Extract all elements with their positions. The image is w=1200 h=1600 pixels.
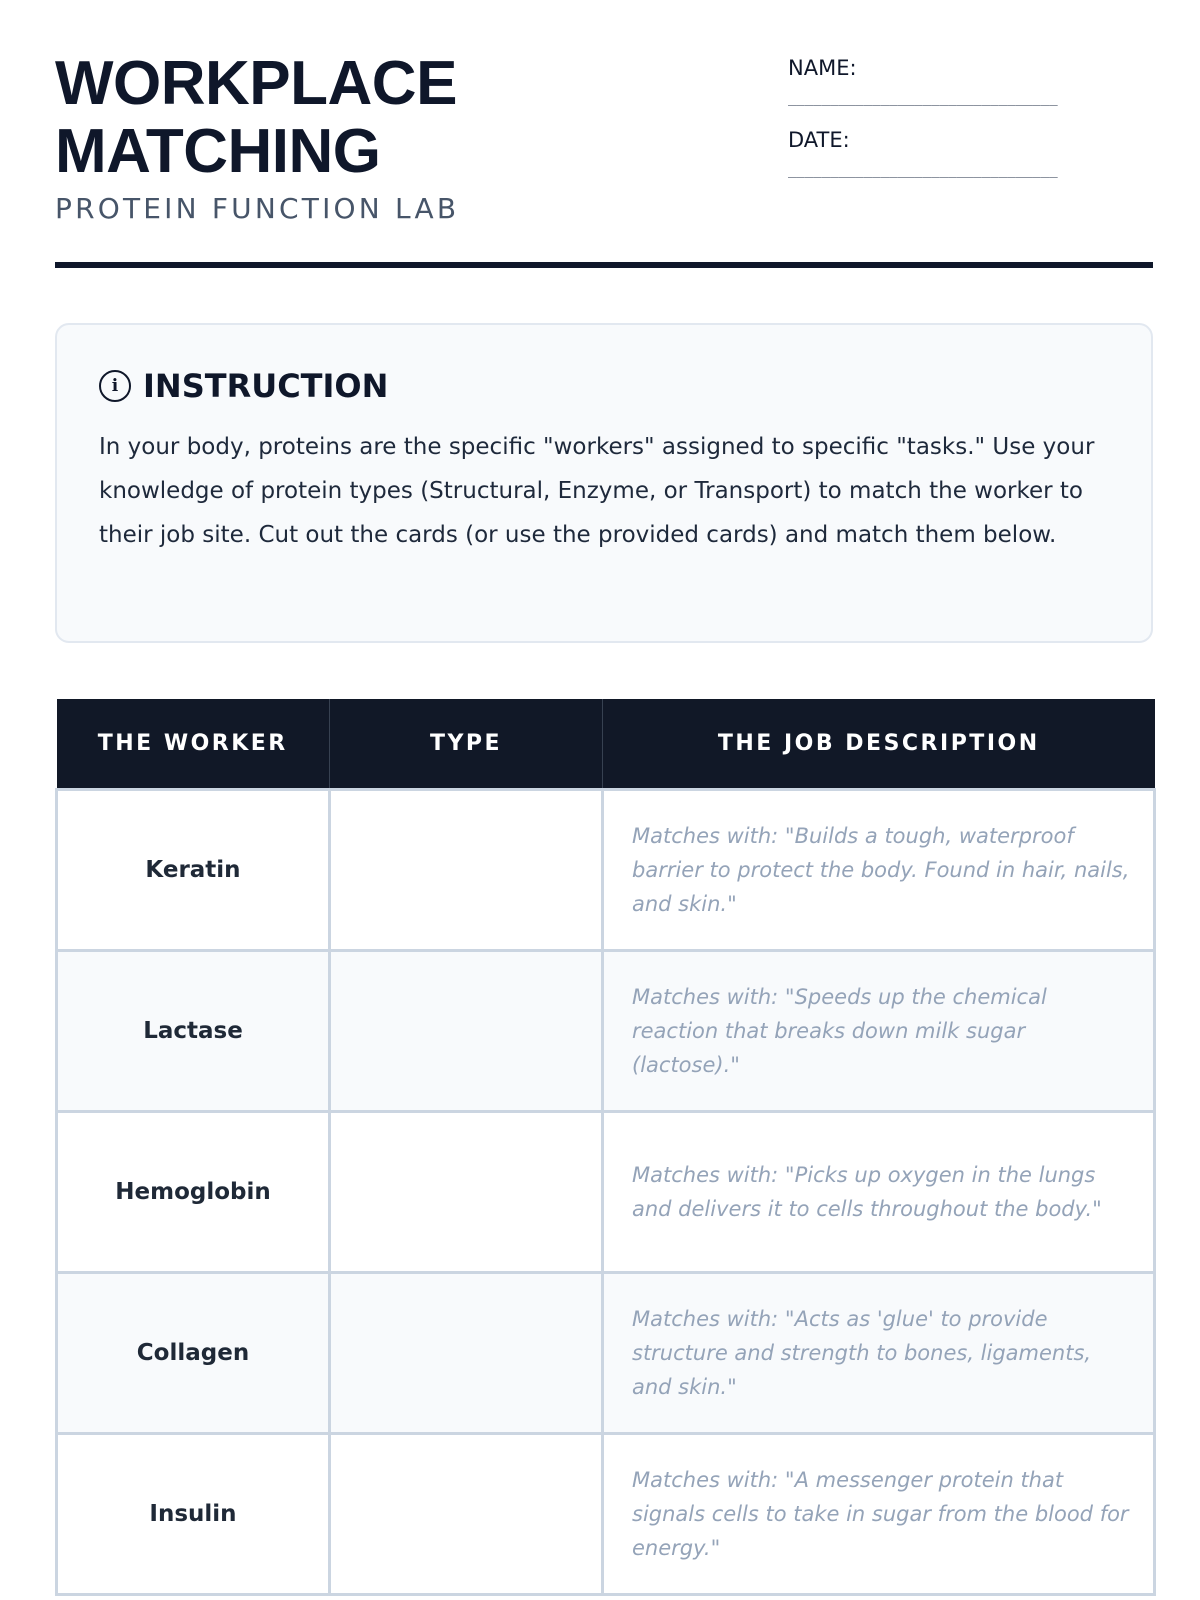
type-answer-cell[interactable] [330, 1433, 603, 1594]
job-description-cell: Matches with: "A messenger protein that signals cells to take in sugar from the blood for energy." [603, 1433, 1155, 1594]
instruction-text: In your body, proteins are the specific "workers" assigned to specific "tasks." Use your knowledge of protein types (Structural, Enzyme, or Transport) to match the worker to their job site. Cut out the cards (or use the provided cards) and match them below. [99, 434, 1095, 548]
job-description-cell: Matches with: "Speeds up the chemical reaction that breaks down milk sugar (lactose)." [603, 950, 1155, 1111]
instruction-title: INSTRUCTION [143, 367, 389, 405]
job-description-cell: Matches with: "Picks up oxygen in the lungs and delivers it to cells throughout the body." [603, 1111, 1155, 1272]
type-answer-cell[interactable] [330, 789, 603, 950]
instruction-box [55, 323, 1153, 643]
header-type: TYPE [330, 699, 603, 789]
worksheet-header [55, 50, 1153, 272]
worker-cell: Collagen [57, 1272, 330, 1433]
name-field[interactable]: ________________________________ [788, 90, 1058, 106]
date-field[interactable]: ________________________________ [788, 162, 1058, 178]
job-description-cell: Matches with: "Acts as 'glue' to provide structure and strength to bones, ligaments, and skin." [603, 1272, 1155, 1433]
type-answer-cell[interactable] [330, 1111, 603, 1272]
date-label: DATE: [788, 128, 850, 152]
matching-table [55, 699, 1156, 1596]
header-worker: THE WORKER [57, 699, 330, 789]
table-row [57, 789, 1155, 950]
table-row [57, 950, 1155, 1111]
table-row [57, 1272, 1155, 1433]
instruction-heading [99, 367, 1109, 405]
job-description-cell: Matches with: "Builds a tough, waterproof barrier to protect the body. Found in hair, nails, and skin." [603, 789, 1155, 950]
name-label: NAME: [788, 56, 857, 80]
type-answer-cell[interactable] [330, 950, 603, 1111]
table-row [57, 1111, 1155, 1272]
table-row [57, 1433, 1155, 1594]
title-line-1: WORKPLACE [55, 49, 457, 118]
header-job-description: THE JOB DESCRIPTION [603, 699, 1155, 789]
info-circle-icon: i [99, 370, 131, 402]
table-header-row [57, 699, 1155, 789]
header-divider [55, 262, 1153, 268]
student-fields [788, 56, 1108, 200]
worker-cell: Lactase [57, 950, 330, 1111]
worker-cell: Hemoglobin [57, 1111, 330, 1272]
worker-cell: Keratin [57, 789, 330, 950]
type-answer-cell[interactable] [330, 1272, 603, 1433]
title-line-2: MATCHING [55, 117, 381, 186]
page-subtitle: PROTEIN FUNCTION LAB [55, 192, 460, 225]
worker-cell: Insulin [57, 1433, 330, 1594]
